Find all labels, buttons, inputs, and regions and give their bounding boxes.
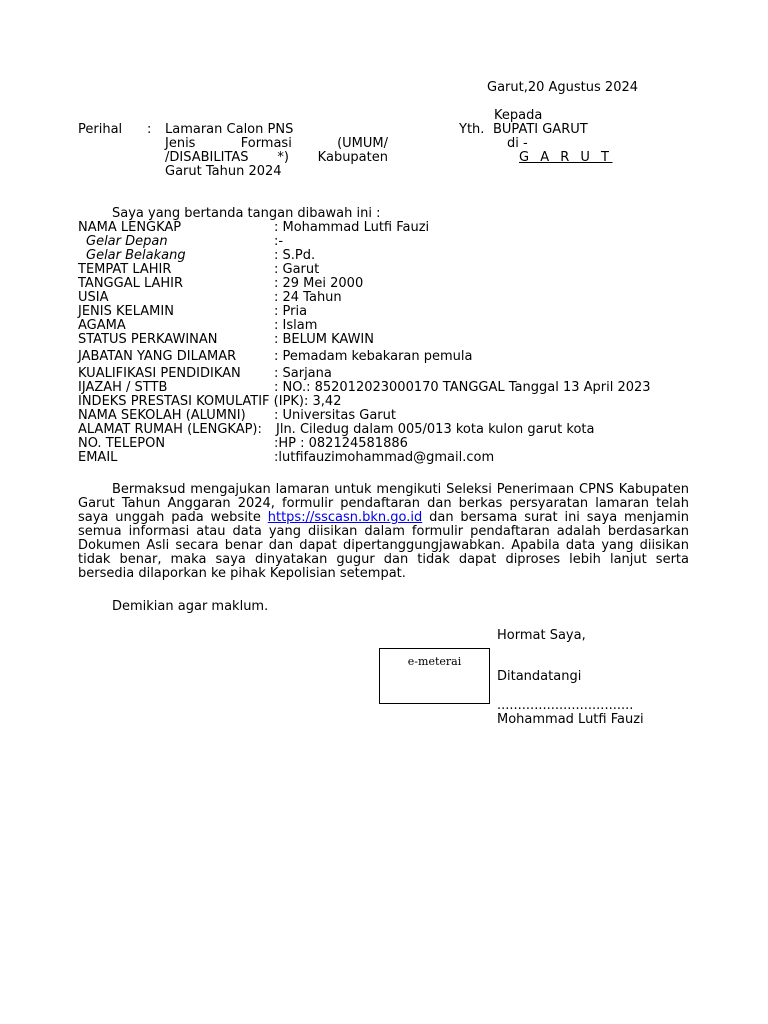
body-text-after-link: dan bersama surat ini saya menjamin semua informasi atau data yang diisikan dalam formulir pendaftaran adalah berdasarkan Dokumen Asli secara benar dan dapat dipertanggungjawabkan. Apabila data yang diisikan tidak benar, maka saya dinyatakan gugur dan tidak dapat diproses lebih lanjut serta bersedia dilaporkan ke pihak Kepolisian setempat. [78, 510, 689, 581]
field-value: : Islam [274, 318, 318, 333]
e-meterai-box [379, 648, 490, 704]
letter-date: Garut,20 Agustus 2024 [487, 80, 639, 95]
field-label: KUALIFIKASI PENDIDIKAN [78, 366, 241, 381]
recipient-kepada: Kepada [494, 108, 543, 123]
closing-text: Demikian agar maklum. [112, 599, 269, 614]
field-label: JABATAN YANG DILAMAR [78, 349, 237, 364]
recipient-name: BUPATI GARUT [493, 122, 588, 137]
field-label: ALAMAT RUMAH (LENGKAP): [78, 422, 262, 437]
perihal-line-1: Lamaran Calon PNS [165, 122, 294, 137]
field-label: AGAMA [78, 318, 126, 333]
intro-text: Saya yang bertanda tangan dibawah ini : [112, 206, 381, 221]
field-value: : 24 Tahun [274, 290, 342, 305]
field-label: EMAIL [78, 450, 118, 465]
signature-line: ................................. [497, 698, 634, 713]
field-value: : Sarjana [274, 366, 332, 381]
field-value: :- [274, 234, 284, 249]
field-value: : Garut [274, 262, 320, 277]
e-meterai-label: e-meterai [407, 655, 462, 668]
field-value: : Mohammad Lutfi Fauzi [274, 220, 430, 235]
field-value: : S.Pd. [274, 248, 316, 263]
perihal-line-3: /DISABILITAS *) Kabupaten [165, 150, 388, 165]
field-label: STATUS PERKAWINAN [78, 332, 218, 347]
perihal-line-4: Garut Tahun 2024 [165, 164, 282, 179]
body-paragraph [78, 483, 689, 581]
field-value: : Pemadam kebakaran pemula [274, 349, 473, 364]
field-value: : 29 Mei 2000 [274, 276, 364, 291]
field-label: Gelar Depan [86, 234, 168, 249]
field-value: : Universitas Garut [274, 408, 396, 423]
recipient-city: G A R U T [519, 150, 613, 165]
website-link[interactable]: https://sscasn.bkn.go.id [267, 510, 423, 525]
field-label: INDEKS PRESTASI KOMULATIF (IPK): 3,42 [78, 394, 342, 409]
field-label: Gelar Belakang [86, 248, 186, 263]
field-value: Jln. Ciledug dalam 005/013 kota kulon garut kota [276, 422, 595, 437]
field-label: USIA [78, 290, 109, 305]
field-value: : NO.: 852012023000170 TANGGAL Tanggal 13 April 2023 [274, 380, 651, 395]
field-label: NAMA SEKOLAH (ALUMNI) [78, 408, 246, 423]
field-label: TANGGAL LAHIR [78, 276, 184, 291]
field-label: NAMA LENGKAP [78, 220, 182, 235]
recipient-yth: Yth. [459, 122, 485, 137]
field-value: : BELUM KAWIN [274, 332, 374, 347]
field-label: JENIS KELAMIN [78, 304, 174, 319]
body-text-before-link: Bermaksud mengajukan lamaran untuk mengikuti Seleksi Penerimaan CPNS Kabupaten Garut Tahun Anggaran 2024, formulir pendaftaran dan berkas persyaratan lamaran telah saya unggah pada website [78, 482, 689, 525]
perihal-label: Perihal [78, 122, 123, 137]
signature-greeting: Hormat Saya, [497, 628, 586, 643]
signature-status: Ditandatangi [497, 669, 582, 684]
field-label: TEMPAT LAHIR [78, 262, 172, 277]
signature-name: Mohammad Lutfi Fauzi [497, 712, 644, 727]
field-label: NO. TELEPON [78, 436, 166, 451]
field-value: : Pria [274, 304, 308, 319]
field-label: IJAZAH / STTB [78, 380, 168, 395]
field-value: :lutfifauzimohammad@gmail.com [274, 450, 495, 465]
recipient-di: di - [507, 136, 528, 151]
perihal-colon: : [147, 122, 152, 137]
perihal-line-2: Jenis Formasi (UMUM/ [165, 136, 388, 151]
field-value: :HP : 082124581886 [274, 436, 408, 451]
